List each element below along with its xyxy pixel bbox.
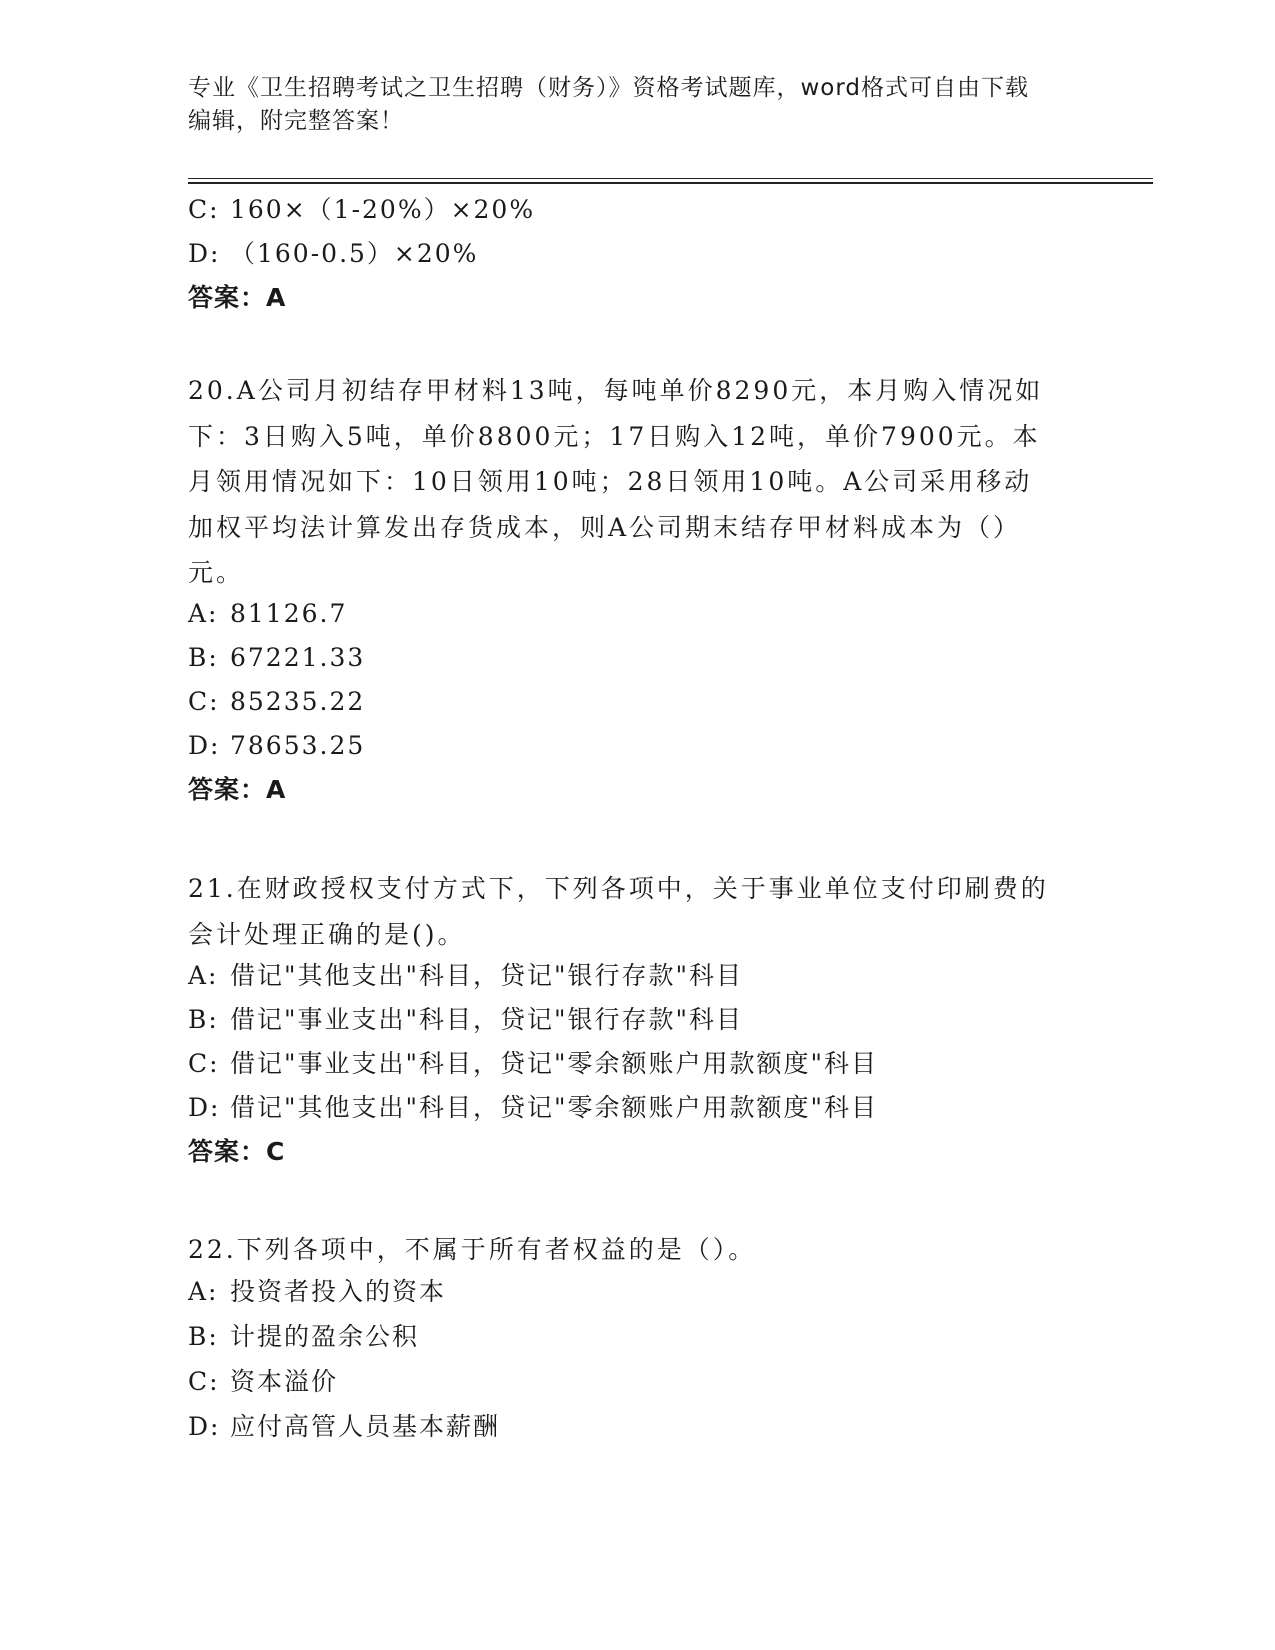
q22-option-b: B: 计提的盈余公积 <box>188 1322 420 1351</box>
q21-option-c: C: 借记"事业支出"科目，贷记"零余额账户用款额度"科目 <box>188 1049 878 1078</box>
q22-option-c: C: 资本溢价 <box>188 1367 339 1396</box>
question-20-line: 月领用情况如下：10日领用10吨；28日领用10吨。A公司采用移动 <box>188 467 1033 496</box>
header-divider-thick <box>188 182 1153 184</box>
q21-option-d: D: 借记"其他支出"科目，贷记"零余额账户用款额度"科目 <box>188 1093 878 1122</box>
question-20-line: 20.A公司月初结存甲材料13吨，每吨单价8290元，本月购入情况如 <box>188 376 1044 405</box>
document-header <box>188 72 1068 138</box>
q20-option-d: D: 78653.25 <box>188 731 366 760</box>
q20-answer: 答案：A <box>188 775 287 804</box>
header-line-1: 专业《卫生招聘考试之卫生招聘（财务）》资格考试题库，word格式可自由下载 <box>188 75 1030 101</box>
question-21 <box>188 866 1078 957</box>
question-22-line: 22.下列各项中，不属于所有者权益的是（）。 <box>188 1235 757 1264</box>
q21-option-b: B: 借记"事业支出"科目，贷记"银行存款"科目 <box>188 1005 743 1034</box>
question-20-line: 下：3日购入5吨，单价8800元；17日购入12吨，单价7900元。本 <box>188 421 1041 451</box>
question-20-line: 加权平均法计算发出存货成本，则A公司期末结存甲材料成本为（） <box>188 512 1022 542</box>
question-21-line: 会计处理正确的是()。 <box>188 919 466 949</box>
question-20-line: 元。 <box>188 558 245 587</box>
question-22 <box>188 1227 1078 1273</box>
prev-answer: 答案：A <box>188 283 287 312</box>
q22-option-d: D: 应付高管人员基本薪酬 <box>188 1412 501 1441</box>
q20-option-b: B: 67221.33 <box>188 643 366 672</box>
q21-option-a: A: 借记"其他支出"科目，贷记"银行存款"科目 <box>188 961 743 990</box>
question-20 <box>188 368 1078 596</box>
q21-answer: 答案：C <box>188 1137 286 1166</box>
q20-option-c: C: 85235.22 <box>188 687 366 716</box>
q22-option-a: A: 投资者投入的资本 <box>188 1277 447 1306</box>
prev-option-c: C: 160×（1-20%）×20% <box>188 195 536 224</box>
header-line-2: 编辑，附完整答案！ <box>188 108 404 134</box>
q20-option-a: A: 81126.7 <box>188 599 348 628</box>
header-divider-thin <box>188 178 1153 179</box>
prev-option-d: D: （160-0.5）×20% <box>188 239 479 268</box>
question-21-line: 21.在财政授权支付方式下，下列各项中，关于事业单位支付印刷费的 <box>188 874 1049 903</box>
